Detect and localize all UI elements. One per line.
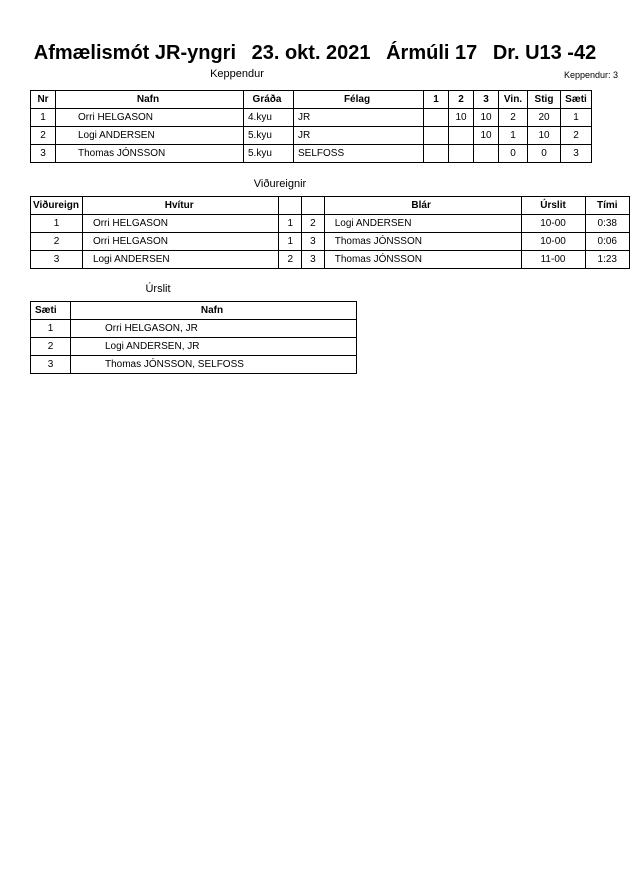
cell-saeti: 3 bbox=[561, 145, 592, 163]
cell-timi: 1:23 bbox=[585, 251, 629, 269]
column-header-vidureign: Viðureign bbox=[31, 197, 83, 215]
cell-round-2 bbox=[449, 127, 474, 145]
cell-vin: 0 bbox=[499, 145, 528, 163]
cell-round-2 bbox=[449, 145, 474, 163]
table-row bbox=[31, 320, 357, 338]
cell-blue-seed: 3 bbox=[302, 233, 325, 251]
table-header-row bbox=[31, 302, 357, 320]
cell-hvitur: Orri HELGASON bbox=[82, 233, 278, 251]
cell-white-seed: 1 bbox=[279, 233, 302, 251]
competitors-section-caption: Keppendur bbox=[210, 68, 264, 80]
column-header-white-seed bbox=[279, 197, 302, 215]
title-part-event: Afmælismót JR-yngri bbox=[33, 42, 237, 64]
results-section-caption: Úrslit bbox=[145, 283, 171, 295]
cell-grada: 4.kyu bbox=[244, 109, 294, 127]
table-row bbox=[31, 233, 630, 251]
column-header-stig: Stig bbox=[528, 91, 561, 109]
table-row bbox=[31, 145, 592, 163]
cell-match-nr: 2 bbox=[31, 233, 83, 251]
cell-round-1 bbox=[424, 127, 449, 145]
table-row bbox=[31, 251, 630, 269]
cell-round-3: 10 bbox=[474, 109, 499, 127]
column-header-nr: Nr bbox=[31, 91, 56, 109]
cell-blar: Thomas JÓNSSON bbox=[324, 251, 521, 269]
table-header-row bbox=[31, 91, 592, 109]
cell-stig: 0 bbox=[528, 145, 561, 163]
cell-timi: 0:38 bbox=[585, 215, 629, 233]
cell-blar: Logi ANDERSEN bbox=[324, 215, 521, 233]
cell-nafn: Logi ANDERSEN bbox=[56, 127, 244, 145]
title-part-venue: Ármúli 17 bbox=[386, 42, 478, 64]
column-header-hvitur: Hvítur bbox=[82, 197, 278, 215]
column-header-felag: Félag bbox=[294, 91, 424, 109]
cell-urslit: 10-00 bbox=[521, 215, 585, 233]
cell-hvitur: Logi ANDERSEN bbox=[82, 251, 278, 269]
cell-nr: 1 bbox=[31, 109, 56, 127]
cell-urslit: 11-00 bbox=[521, 251, 585, 269]
cell-nafn: Orri HELGASON bbox=[56, 109, 244, 127]
cell-timi: 0:06 bbox=[585, 233, 629, 251]
cell-white-seed: 2 bbox=[279, 251, 302, 269]
cell-grada: 5.kyu bbox=[244, 127, 294, 145]
cell-saeti: 3 bbox=[31, 356, 71, 374]
table-row bbox=[31, 127, 592, 145]
cell-round-1 bbox=[424, 109, 449, 127]
column-header-blar: Blár bbox=[324, 197, 521, 215]
cell-blue-seed: 3 bbox=[302, 251, 325, 269]
cell-saeti: 2 bbox=[31, 338, 71, 356]
cell-nafn: Logi ANDERSEN, JR bbox=[71, 338, 357, 356]
matches-table bbox=[30, 196, 630, 269]
cell-grada: 5.kyu bbox=[244, 145, 294, 163]
column-header-saeti: Sæti bbox=[561, 91, 592, 109]
cell-saeti: 1 bbox=[561, 109, 592, 127]
cell-round-2: 10 bbox=[449, 109, 474, 127]
cell-match-nr: 3 bbox=[31, 251, 83, 269]
cell-nafn: Thomas JÓNSSON, SELFOSS bbox=[71, 356, 357, 374]
column-header-timi: Tími bbox=[585, 197, 629, 215]
cell-saeti: 1 bbox=[31, 320, 71, 338]
cell-nafn: Orri HELGASON, JR bbox=[71, 320, 357, 338]
column-header-grada: Gráða bbox=[244, 91, 294, 109]
cell-stig: 20 bbox=[528, 109, 561, 127]
title-part-category: Dr. U13 -42 bbox=[492, 42, 597, 64]
cell-stig: 10 bbox=[528, 127, 561, 145]
column-header-nafn: Nafn bbox=[71, 302, 357, 320]
cell-round-3 bbox=[474, 145, 499, 163]
cell-nr: 3 bbox=[31, 145, 56, 163]
cell-round-1 bbox=[424, 145, 449, 163]
cell-match-nr: 1 bbox=[31, 215, 83, 233]
cell-nafn: Thomas JÓNSSON bbox=[56, 145, 244, 163]
cell-felag: JR bbox=[294, 127, 424, 145]
cell-vin: 1 bbox=[499, 127, 528, 145]
cell-round-3: 10 bbox=[474, 127, 499, 145]
column-header-round-1: 1 bbox=[424, 91, 449, 109]
table-row bbox=[31, 109, 592, 127]
cell-felag: SELFOSS bbox=[294, 145, 424, 163]
results-table bbox=[30, 301, 357, 374]
cell-blue-seed: 2 bbox=[302, 215, 325, 233]
cell-vin: 2 bbox=[499, 109, 528, 127]
table-header-row bbox=[31, 197, 630, 215]
table-row bbox=[31, 338, 357, 356]
cell-felag: JR bbox=[294, 109, 424, 127]
matches-section-caption: Viðureignir bbox=[253, 178, 307, 190]
column-header-saeti: Sæti bbox=[31, 302, 71, 320]
column-header-vin: Vin. bbox=[499, 91, 528, 109]
cell-blar: Thomas JÓNSSON bbox=[324, 233, 521, 251]
cell-hvitur: Orri HELGASON bbox=[82, 215, 278, 233]
cell-white-seed: 1 bbox=[279, 215, 302, 233]
column-header-urslit: Úrslit bbox=[521, 197, 585, 215]
page-title bbox=[0, 42, 630, 65]
table-row bbox=[31, 356, 357, 374]
cell-saeti: 2 bbox=[561, 127, 592, 145]
title-part-date: 23. okt. 2021 bbox=[251, 42, 371, 64]
cell-nr: 2 bbox=[31, 127, 56, 145]
column-header-nafn: Nafn bbox=[56, 91, 244, 109]
column-header-round-2: 2 bbox=[449, 91, 474, 109]
column-header-round-3: 3 bbox=[474, 91, 499, 109]
table-row bbox=[31, 215, 630, 233]
cell-urslit: 10-00 bbox=[521, 233, 585, 251]
column-header-blue-seed bbox=[302, 197, 325, 215]
competitor-count-label: Keppendur: 3 bbox=[563, 70, 618, 80]
competitors-table bbox=[30, 90, 592, 163]
